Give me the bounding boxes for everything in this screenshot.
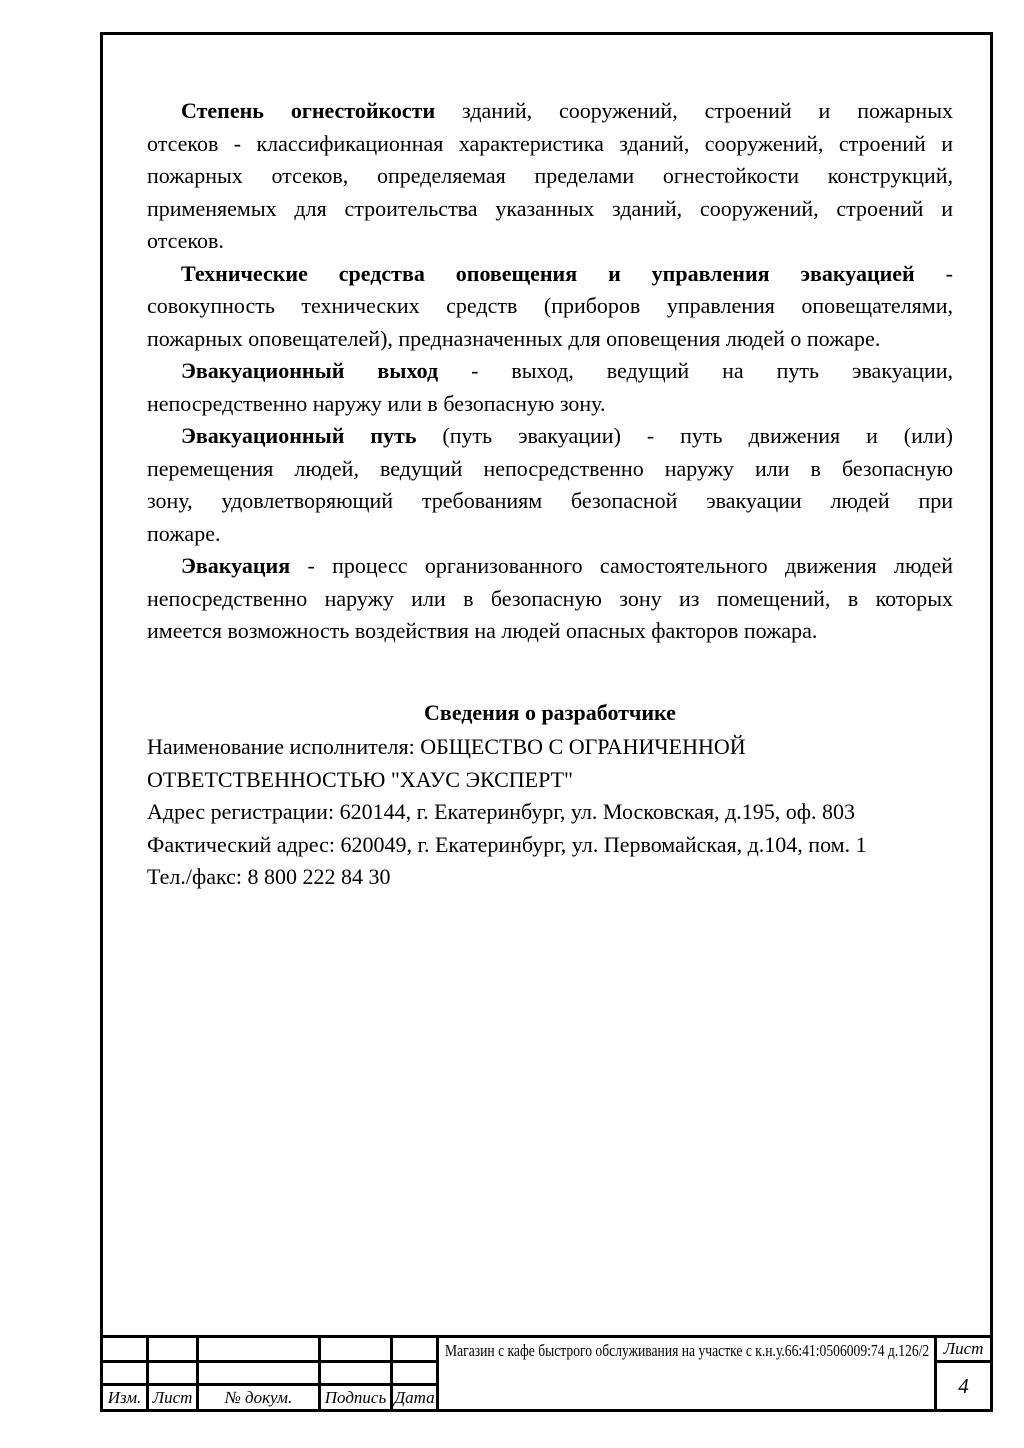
document-content (147, 95, 953, 894)
title-block-empty-cell (321, 1363, 393, 1386)
section-spacer (147, 648, 953, 697)
sheet-number: 4 (958, 1373, 969, 1398)
object-name: Магазин с кафе быстрого обслуживания на участке с к.н.у.66:41:0506009:74 д.126/2 (445, 1341, 930, 1360)
developer-section-heading: Сведения о разработчике (424, 699, 676, 725)
definition-line: имеется возможность воздействия на людей опасных факторов пожара. (147, 618, 818, 643)
definition-line: применяемых для строительства указанных зданий, сооружений, строений и (147, 195, 953, 221)
developer-phone: Тел./факс: 8 800 222 84 30 (147, 864, 391, 889)
definition-line-text: зданий, сооружений, строений и пожарных (435, 98, 953, 123)
title-block-empty-cell (149, 1338, 199, 1363)
page-frame (100, 32, 993, 1412)
developer-registration-address: Адрес регистрации: 620144, г. Екатеринбург, ул. Московская, д.195, оф. 803 (147, 799, 856, 824)
developer-name-line: ОТВЕТСТВЕННОСТЬЮ "ХАУС ЭКСПЕРТ" (147, 766, 574, 792)
definition-term: Эвакуация (181, 553, 291, 578)
definition-term: Степень огнестойкости (181, 98, 436, 123)
definition-line: отсеков - классификационная характеристика зданий, сооружений, строений и (147, 130, 953, 156)
definition-line: совокупность технических средств (приборов управления оповещателями, (147, 293, 953, 318)
definition-line (147, 95, 953, 128)
definition-line: зону, удовлетворяющий требованиям безопасной эвакуации людей при (147, 488, 953, 513)
definition-term: Эвакуационный выход (181, 358, 439, 383)
definition-line (147, 550, 953, 583)
title-block-empty-cell (393, 1338, 439, 1363)
developer-section (147, 697, 953, 894)
title-block-empty-cell (199, 1363, 321, 1386)
title-block-label-izm: Изм. (103, 1386, 149, 1409)
definition-line: пожарных оповещателей), предназначенных для оповещения людей о пожаре. (147, 325, 881, 351)
sheet-label: Лист (937, 1338, 990, 1363)
definition-line-text: (путь эвакуации) - путь движения и (или) (416, 423, 953, 448)
definition-line-text: - (914, 260, 953, 286)
title-block-empty-cell (393, 1363, 439, 1386)
developer-name-line: Наименование исполнителя: ОБЩЕСТВО С ОГРАНИЧЕННОЙ (147, 734, 746, 759)
definition-paragraph (147, 355, 953, 420)
title-block-label-data: Дата (393, 1386, 439, 1409)
title-block-label-podpis: Подпись (321, 1386, 393, 1409)
title-block-empty-cell (149, 1363, 199, 1386)
definition-line: отсеков. (147, 228, 224, 253)
definition-paragraph (147, 258, 953, 356)
definition-term: Эвакуационный путь (181, 423, 417, 448)
title-block-object-name-cell (439, 1338, 937, 1409)
definition-paragraph (147, 420, 953, 550)
definition-line: непосредственно наружу или в безопасную зону. (147, 390, 606, 416)
definition-line-text: - процесс организованного самостоятельного движения людей (290, 553, 953, 578)
definition-line (147, 355, 953, 388)
definition-line: пожарных отсеков, определяемая пределами огнестойкости конструкций, (147, 163, 953, 188)
title-block-empty-cell (321, 1338, 393, 1363)
developer-actual-address: Фактический адрес: 620049, г. Екатеринбург, ул. Первомайская, д.104, пом. 1 (147, 831, 867, 857)
definition-paragraph (147, 550, 953, 648)
title-block-label-list: Лист (149, 1386, 199, 1409)
title-block-empty-cell (103, 1338, 149, 1363)
title-block-empty-cell (199, 1338, 321, 1363)
definition-line: перемещения людей, ведущий непосредственно наружу или в безопасную (147, 455, 953, 481)
title-block-empty-cell (103, 1363, 149, 1386)
definition-paragraph (147, 95, 953, 258)
definition-line-text: - выход, ведущий на путь эвакуации, (438, 358, 953, 383)
title-block (103, 1335, 990, 1409)
definition-line (147, 258, 953, 291)
definition-term: Технические средства оповещения и управления эвакуацией (181, 260, 915, 286)
title-block-label-dokum: № докум. (199, 1386, 321, 1409)
definition-line: непосредственно наружу или в безопасную зону из помещений, в которых (147, 585, 953, 611)
definition-line (147, 420, 953, 453)
definition-line: пожаре. (147, 520, 221, 546)
